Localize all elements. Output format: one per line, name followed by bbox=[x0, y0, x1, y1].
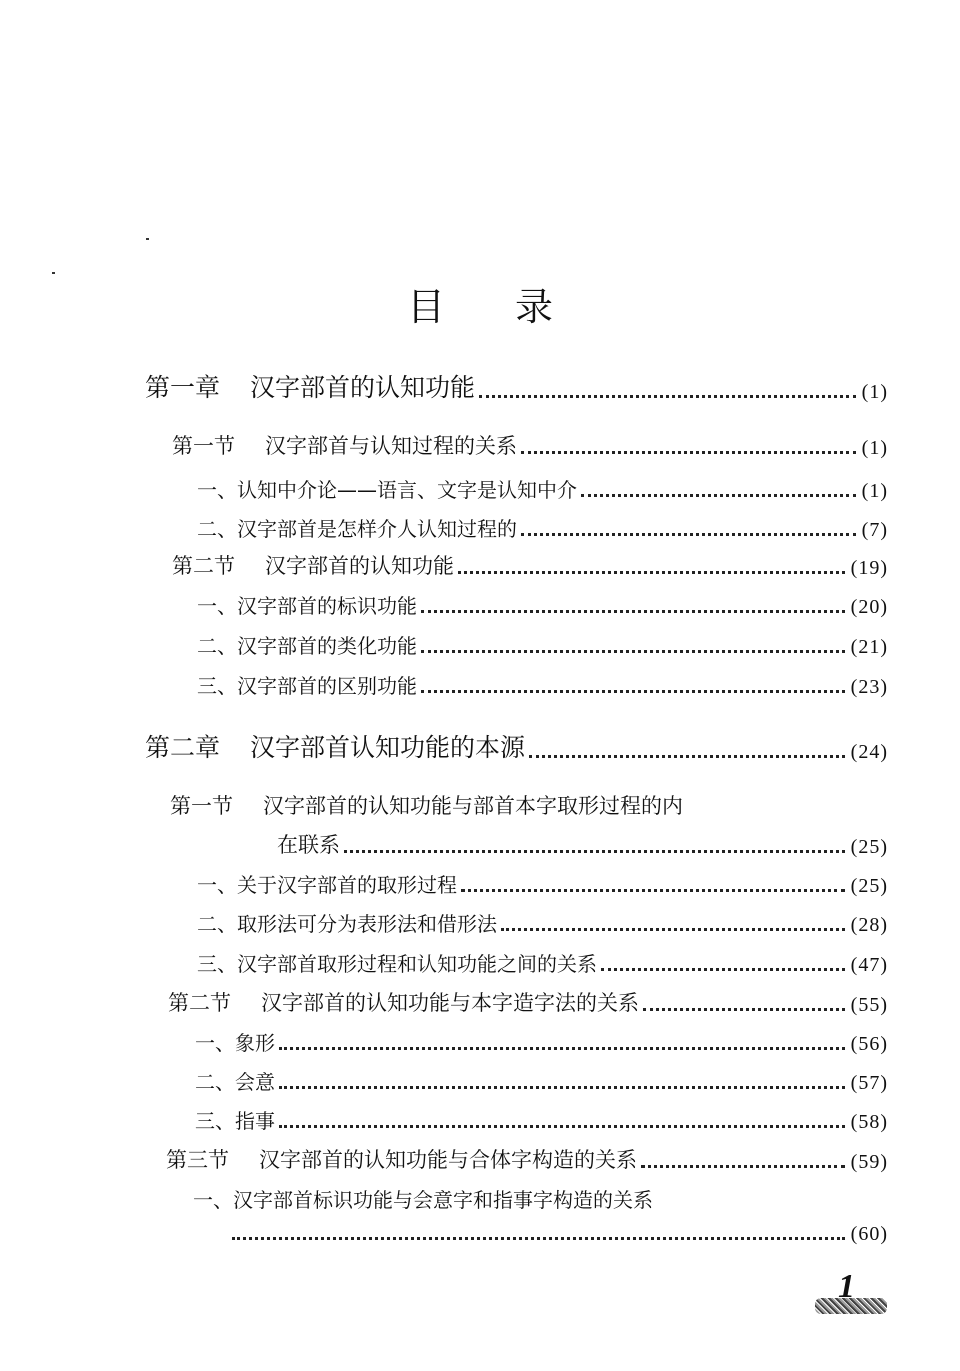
leader-dots bbox=[458, 571, 845, 574]
leader-dots bbox=[279, 1047, 845, 1050]
section-title: 汉字部首的认知功能与本字造字法的关系 bbox=[261, 991, 639, 1015]
leader-dots bbox=[601, 968, 845, 971]
page-title bbox=[0, 276, 960, 331]
toc-item[interactable] bbox=[197, 474, 888, 503]
page-ref: (1) bbox=[861, 480, 888, 502]
toc-item-line1[interactable] bbox=[193, 1184, 653, 1213]
toc-section-2-1-line1[interactable] bbox=[170, 790, 683, 820]
toc-section-1-1[interactable] bbox=[172, 430, 888, 460]
toc-item[interactable] bbox=[197, 670, 888, 699]
page-ref: (20) bbox=[850, 596, 888, 618]
item-title: 一、汉字部首标识功能与会意字和指事字构造的关系 bbox=[193, 1188, 653, 1212]
leader-dots bbox=[521, 451, 856, 454]
toc-item[interactable] bbox=[197, 908, 888, 937]
item-title: 三、指事 bbox=[195, 1109, 275, 1133]
item-title: 二、汉字部首的类化功能 bbox=[197, 634, 417, 658]
section-title: 汉字部首的认知功能与合体字构造的关系 bbox=[259, 1148, 637, 1172]
scan-speck bbox=[146, 238, 149, 240]
item-title: 二、取形法可分为表形法和借形法 bbox=[197, 912, 497, 936]
toc-section-2-1-line2[interactable] bbox=[277, 829, 888, 859]
page-ref: (55) bbox=[850, 994, 888, 1016]
item-title: 二、汉字部首是怎样介人认知过程的 bbox=[197, 517, 517, 541]
chapter-number: 第二章 bbox=[145, 733, 221, 762]
toc-section-2-2[interactable] bbox=[168, 987, 888, 1017]
leader-dots bbox=[529, 755, 845, 758]
leader-dots bbox=[521, 533, 856, 536]
toc-chapter-2[interactable] bbox=[145, 728, 888, 764]
leader-dots bbox=[421, 650, 845, 653]
page-ref: (7) bbox=[861, 519, 888, 541]
toc-item[interactable] bbox=[195, 1066, 888, 1095]
page-ref: (57) bbox=[850, 1072, 888, 1094]
item-title: 一、认知中介论——语言、文字是认知中介 bbox=[197, 478, 577, 502]
item-title: 一、象形 bbox=[195, 1031, 275, 1055]
item-title: 一、汉字部首的标识功能 bbox=[197, 594, 417, 618]
section-number: 第二节 bbox=[168, 991, 231, 1015]
leader-dots bbox=[421, 610, 845, 613]
chapter-number: 第一章 bbox=[145, 373, 221, 402]
item-title: 二、会意 bbox=[195, 1070, 275, 1094]
leader-dots bbox=[421, 690, 845, 693]
chapter-title: 汉字部首认知功能的本源 bbox=[250, 733, 526, 762]
page-ref: (60) bbox=[850, 1223, 888, 1245]
section-number: 第一节 bbox=[172, 434, 235, 458]
page-ref: (25) bbox=[850, 875, 888, 897]
leader-dots bbox=[232, 1237, 845, 1240]
item-title: 三、汉字部首取形过程和认知功能之间的关系 bbox=[197, 952, 597, 976]
toc-item[interactable] bbox=[197, 869, 888, 898]
section-title: 汉字部首与认知过程的关系 bbox=[265, 434, 517, 458]
page-ref: (21) bbox=[850, 636, 888, 658]
leader-dots bbox=[279, 1086, 845, 1089]
title-char-1: 目 bbox=[406, 285, 445, 329]
leader-dots bbox=[641, 1165, 845, 1168]
page-ref: (1) bbox=[861, 437, 888, 459]
page-ref: (24) bbox=[850, 741, 888, 763]
leader-dots bbox=[643, 1008, 845, 1011]
toc-chapter-1[interactable] bbox=[145, 368, 888, 404]
page-number: 1 bbox=[838, 1268, 855, 1305]
section-title: 汉字部首的认知功能与部首本字取形过程的内 bbox=[263, 794, 683, 818]
page-ref: (59) bbox=[850, 1151, 888, 1173]
section-title-cont: 在联系 bbox=[277, 833, 340, 857]
section-title: 汉字部首的认知功能 bbox=[265, 554, 454, 578]
section-number: 第一节 bbox=[170, 794, 233, 818]
title-char-2: 录 bbox=[515, 285, 554, 329]
toc-item[interactable] bbox=[195, 1027, 888, 1056]
chapter-title: 汉字部首的认知功能 bbox=[250, 373, 476, 402]
toc-item[interactable] bbox=[197, 513, 888, 542]
leader-dots bbox=[461, 889, 845, 892]
leader-dots bbox=[344, 850, 845, 853]
item-title: 一、关于汉字部首的取形过程 bbox=[197, 873, 457, 897]
item-title: 三、汉字部首的区别功能 bbox=[197, 674, 417, 698]
toc-item[interactable] bbox=[197, 948, 888, 977]
page-ref: (28) bbox=[850, 914, 888, 936]
toc-item-line2[interactable] bbox=[232, 1223, 888, 1246]
page-ref: (58) bbox=[850, 1111, 888, 1133]
leader-dots bbox=[279, 1125, 845, 1128]
toc-item[interactable] bbox=[197, 630, 888, 659]
section-number: 第三节 bbox=[166, 1148, 229, 1172]
leader-dots bbox=[581, 494, 856, 497]
page-ref: (47) bbox=[850, 954, 888, 976]
leader-dots bbox=[501, 928, 845, 931]
page-ref: (56) bbox=[850, 1033, 888, 1055]
page-ref: (19) bbox=[850, 557, 888, 579]
page-ref: (1) bbox=[861, 381, 888, 403]
scan-speck bbox=[52, 272, 55, 274]
toc-section-2-3[interactable] bbox=[166, 1144, 888, 1174]
toc-section-1-2[interactable] bbox=[172, 550, 888, 580]
page-ref: (23) bbox=[850, 676, 888, 698]
toc-item[interactable] bbox=[195, 1105, 888, 1134]
toc-item[interactable] bbox=[197, 590, 888, 619]
page-ref: (25) bbox=[850, 836, 888, 858]
section-number: 第二节 bbox=[172, 554, 235, 578]
leader-dots bbox=[479, 395, 856, 398]
